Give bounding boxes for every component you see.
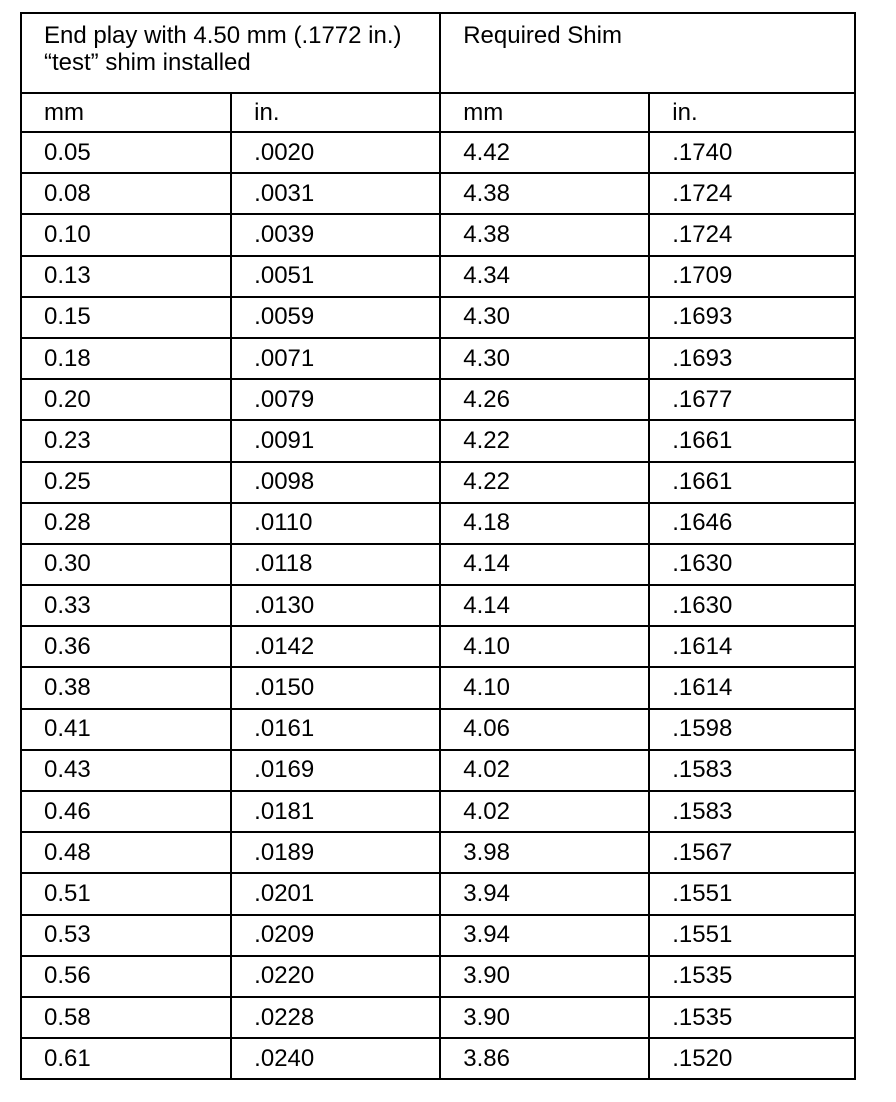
table-row: [21, 256, 855, 297]
table-row: [21, 956, 855, 997]
shim-in-cell: .1709: [649, 256, 855, 297]
shim-in-cell: .1520: [649, 1038, 855, 1079]
end-play-in-cell: .0130: [231, 585, 440, 626]
end-play-in-cell: .0228: [231, 997, 440, 1038]
shim-mm-cell: 3.94: [440, 873, 649, 914]
unit-header-end-play-in: in.: [231, 93, 440, 132]
shim-mm-cell: 4.30: [440, 297, 649, 338]
end-play-in-cell: .0240: [231, 1038, 440, 1079]
end-play-in-cell: .0091: [231, 420, 440, 461]
table-row: [21, 420, 855, 461]
end-play-in-cell: .0051: [231, 256, 440, 297]
end-play-mm-cell: 0.25: [21, 462, 231, 503]
end-play-in-cell: .0079: [231, 379, 440, 420]
end-play-mm-cell: 0.61: [21, 1038, 231, 1079]
table-row: [21, 667, 855, 708]
shim-mm-cell: 4.34: [440, 256, 649, 297]
table-row: [21, 832, 855, 873]
unit-header-shim-in: in.: [649, 93, 855, 132]
shim-in-cell: .1677: [649, 379, 855, 420]
end-play-in-cell: .0209: [231, 915, 440, 956]
end-play-mm-cell: 0.08: [21, 173, 231, 214]
shim-mm-cell: 4.30: [440, 338, 649, 379]
end-play-mm-cell: 0.53: [21, 915, 231, 956]
end-play-mm-cell: 0.28: [21, 503, 231, 544]
shim-in-cell: .1583: [649, 750, 855, 791]
end-play-in-cell: .0059: [231, 297, 440, 338]
end-play-mm-cell: 0.43: [21, 750, 231, 791]
table-row: [21, 750, 855, 791]
end-play-in-cell: .0039: [231, 214, 440, 255]
shim-mm-cell: 4.22: [440, 420, 649, 461]
table-row: [21, 297, 855, 338]
shim-in-cell: .1724: [649, 173, 855, 214]
shim-in-cell: .1630: [649, 585, 855, 626]
end-play-in-cell: .0071: [231, 338, 440, 379]
shim-in-cell: .1583: [649, 791, 855, 832]
end-play-mm-cell: 0.51: [21, 873, 231, 914]
end-play-mm-cell: 0.58: [21, 997, 231, 1038]
end-play-in-cell: .0201: [231, 873, 440, 914]
shim-in-cell: .1567: [649, 832, 855, 873]
end-play-in-cell: .0150: [231, 667, 440, 708]
table-row: [21, 462, 855, 503]
shim-mm-cell: 4.42: [440, 132, 649, 173]
end-play-mm-cell: 0.48: [21, 832, 231, 873]
end-play-in-cell: .0118: [231, 544, 440, 585]
shim-mm-cell: 3.90: [440, 997, 649, 1038]
shim-in-cell: .1724: [649, 214, 855, 255]
table-row: [21, 544, 855, 585]
end-play-in-cell: .0031: [231, 173, 440, 214]
end-play-in-cell: .0142: [231, 626, 440, 667]
end-play-mm-cell: 0.10: [21, 214, 231, 255]
shim-mm-cell: 4.14: [440, 585, 649, 626]
table-row: [21, 626, 855, 667]
shim-in-cell: .1693: [649, 338, 855, 379]
table-row: [21, 873, 855, 914]
shim-mm-cell: 3.98: [440, 832, 649, 873]
shim-in-cell: .1551: [649, 873, 855, 914]
end-play-mm-cell: 0.13: [21, 256, 231, 297]
shim-in-cell: .1614: [649, 626, 855, 667]
end-play-mm-cell: 0.38: [21, 667, 231, 708]
shim-mm-cell: 3.90: [440, 956, 649, 997]
table-row: [21, 503, 855, 544]
end-play-mm-cell: 0.56: [21, 956, 231, 997]
end-play-mm-cell: 0.05: [21, 132, 231, 173]
table-row: [21, 585, 855, 626]
end-play-in-cell: .0181: [231, 791, 440, 832]
unit-header-end-play-mm: mm: [21, 93, 231, 132]
shim-mm-cell: 4.02: [440, 791, 649, 832]
shim-mm-cell: 4.14: [440, 544, 649, 585]
shim-in-cell: .1551: [649, 915, 855, 956]
unit-header-shim-mm: mm: [440, 93, 649, 132]
shim-mm-cell: 4.26: [440, 379, 649, 420]
end-play-mm-cell: 0.33: [21, 585, 231, 626]
shim-mm-cell: 4.10: [440, 667, 649, 708]
shim-selection-table: [20, 12, 856, 1080]
shim-mm-cell: 4.18: [440, 503, 649, 544]
table-row: [21, 338, 855, 379]
end-play-mm-cell: 0.18: [21, 338, 231, 379]
shim-in-cell: .1661: [649, 462, 855, 503]
required-shim-header: Required Shim: [440, 13, 855, 93]
end-play-mm-cell: 0.15: [21, 297, 231, 338]
end-play-header: End play with 4.50 mm (.1772 in.) “test” shim installed: [21, 13, 440, 93]
shim-mm-cell: 4.06: [440, 709, 649, 750]
end-play-in-cell: .0098: [231, 462, 440, 503]
table-row: [21, 132, 855, 173]
table-row: [21, 379, 855, 420]
table-row: [21, 997, 855, 1038]
shim-mm-cell: 4.10: [440, 626, 649, 667]
shim-in-cell: .1646: [649, 503, 855, 544]
shim-in-cell: .1740: [649, 132, 855, 173]
table-row: [21, 791, 855, 832]
shim-in-cell: .1535: [649, 956, 855, 997]
end-play-in-cell: .0110: [231, 503, 440, 544]
shim-mm-cell: 4.02: [440, 750, 649, 791]
shim-in-cell: .1693: [649, 297, 855, 338]
shim-mm-cell: 3.94: [440, 915, 649, 956]
end-play-in-cell: .0169: [231, 750, 440, 791]
end-play-mm-cell: 0.41: [21, 709, 231, 750]
table-unit-row: [21, 93, 855, 132]
end-play-mm-cell: 0.36: [21, 626, 231, 667]
shim-in-cell: .1598: [649, 709, 855, 750]
table-row: [21, 173, 855, 214]
shim-in-cell: .1614: [649, 667, 855, 708]
table-row: [21, 1038, 855, 1079]
end-play-in-cell: .0161: [231, 709, 440, 750]
end-play-mm-cell: 0.30: [21, 544, 231, 585]
end-play-mm-cell: 0.20: [21, 379, 231, 420]
end-play-in-cell: .0189: [231, 832, 440, 873]
end-play-in-cell: .0220: [231, 956, 440, 997]
shim-in-cell: .1535: [649, 997, 855, 1038]
shim-in-cell: .1630: [649, 544, 855, 585]
shim-mm-cell: 4.38: [440, 173, 649, 214]
shim-in-cell: .1661: [649, 420, 855, 461]
table-row: [21, 709, 855, 750]
shim-mm-cell: 4.38: [440, 214, 649, 255]
table-title-row: [21, 13, 855, 93]
shim-mm-cell: 4.22: [440, 462, 649, 503]
end-play-in-cell: .0020: [231, 132, 440, 173]
end-play-mm-cell: 0.23: [21, 420, 231, 461]
shim-mm-cell: 3.86: [440, 1038, 649, 1079]
end-play-mm-cell: 0.46: [21, 791, 231, 832]
table-row: [21, 915, 855, 956]
table-row: [21, 214, 855, 255]
